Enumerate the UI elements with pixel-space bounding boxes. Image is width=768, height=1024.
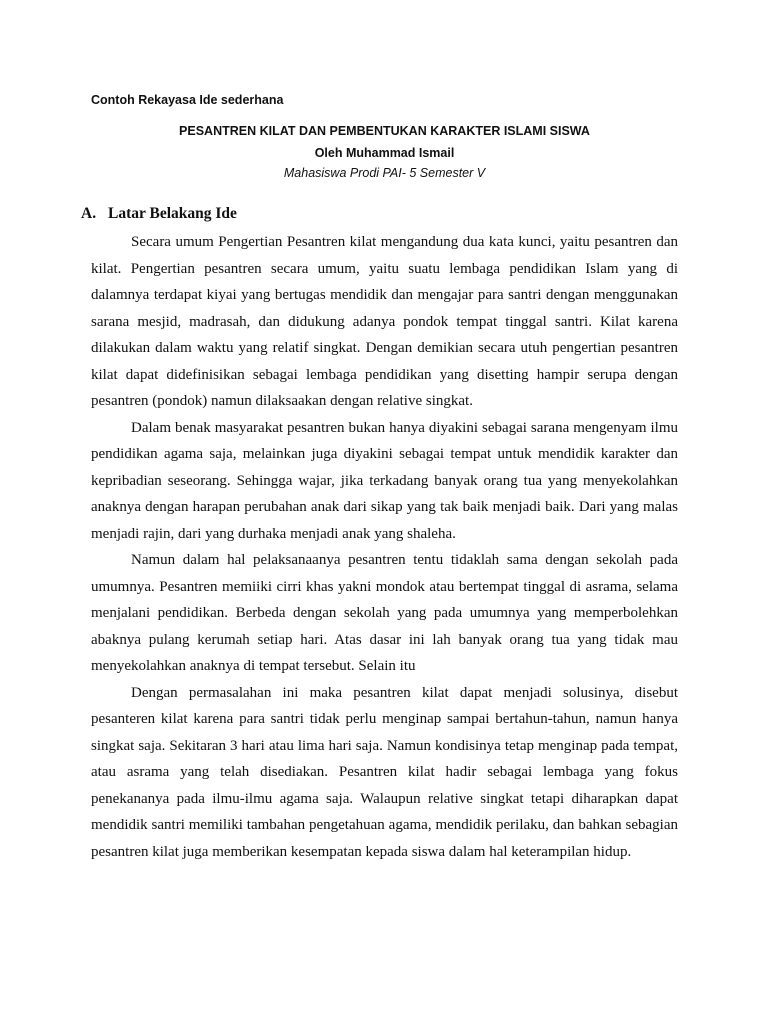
- section-body: [91, 229, 678, 865]
- document-title: PESANTREN KILAT DAN PEMBENTUKAN KARAKTER ISLAMI SISWA: [179, 124, 590, 138]
- document-affiliation: Mahasiswa Prodi PAI- 5 Semester V: [283, 166, 486, 180]
- body-paragraph: Dengan permasalahan ini maka pesantren kilat dapat menjadi solusinya, disebut pesanteren kilat karena para santri tidak perlu menginap sampai bertahun-tahun, namun hanya singkat saja. Sekitaran 3 hari atau lima hari saja. Namun kondisinya tetap menginap pada tempat, atau asrama yang telah disediakan. Pesantren kilat hadir sebagai lembaga yang fokus penekananya pada ilmu-ilmu agama saja. Walaupun relative singkat tetapi diharapkan dapat mendidik santri memiliki tambahan pengetahuan agama, mendidik perilaku, dan bahkan sebagian pesantren kilat juga memberikan kesempatan kepada siswa dalam hal keterampilan hidup.: [91, 684, 678, 860]
- body-paragraph: Secara umum Pengertian Pesantren kilat mengandung dua kata kunci, yaitu pesantren dan kilat. Pengertian pesantren secara umum, yaitu suatu lembaga pendidikan Islam yang di dalamnya terdapat kiyai yang bertugas mendidik dan mengajar para santri dengan menggunakan sarana mesjid, madrasah, dan didukung adanya pondok tempat tinggal santri. Kilat karena dilakukan dalam waktu yang relatif singkat. Dengan demikian secara utuh pengertian pesantren kilat dapat didefinisikan sebagai lembaga pendidikan yang disetting hampir serupa dengan pesantren (pondok) namun dilaksaakan dengan relative singkat.: [91, 234, 678, 409]
- body-paragraph: Namun dalam hal pelaksanaanya pesantren tentu tidaklah sama dengan sekolah pada umumnya. Pesantren memiiki cirri khas yakni mondok atau bertempat tinggal di asrama, selama menjalani pendidikan. Berbeda dengan sekolah yang pada umumnya yang memperbolehkan abaknya pulang kerumah setiap hari. Atas dasar ini lah banyak orang tua yang tidak mau menyekolahkan anaknya di tempat tersebut. Selain itu: [91, 552, 678, 674]
- section-heading: [81, 205, 237, 223]
- section-number: A.: [81, 205, 97, 222]
- document-author: Oleh Muhammad Ismail: [314, 146, 455, 160]
- body-paragraph: Dalam benak masyarakat pesantren bukan hanya diyakini sebagai sarana mengenyam ilmu pendidikan agama saja, melainkan juga diyakini sebagai tempat untuk mendidik karakter dan kepribadian seseorang. Sehingga wajar, jika terkadang banyak orang tua yang menyekolahkan anaknya dengan harapan perubahan anak dari sikap yang tak baik menjadi baik. Dari yang malas menjadi rajin, dari yang durhaka menjadi anak yang shaleha.: [91, 419, 678, 542]
- section-heading-text: Latar Belakang Ide: [108, 205, 237, 222]
- document-label: Contoh Rekayasa Ide sederhana: [91, 93, 284, 107]
